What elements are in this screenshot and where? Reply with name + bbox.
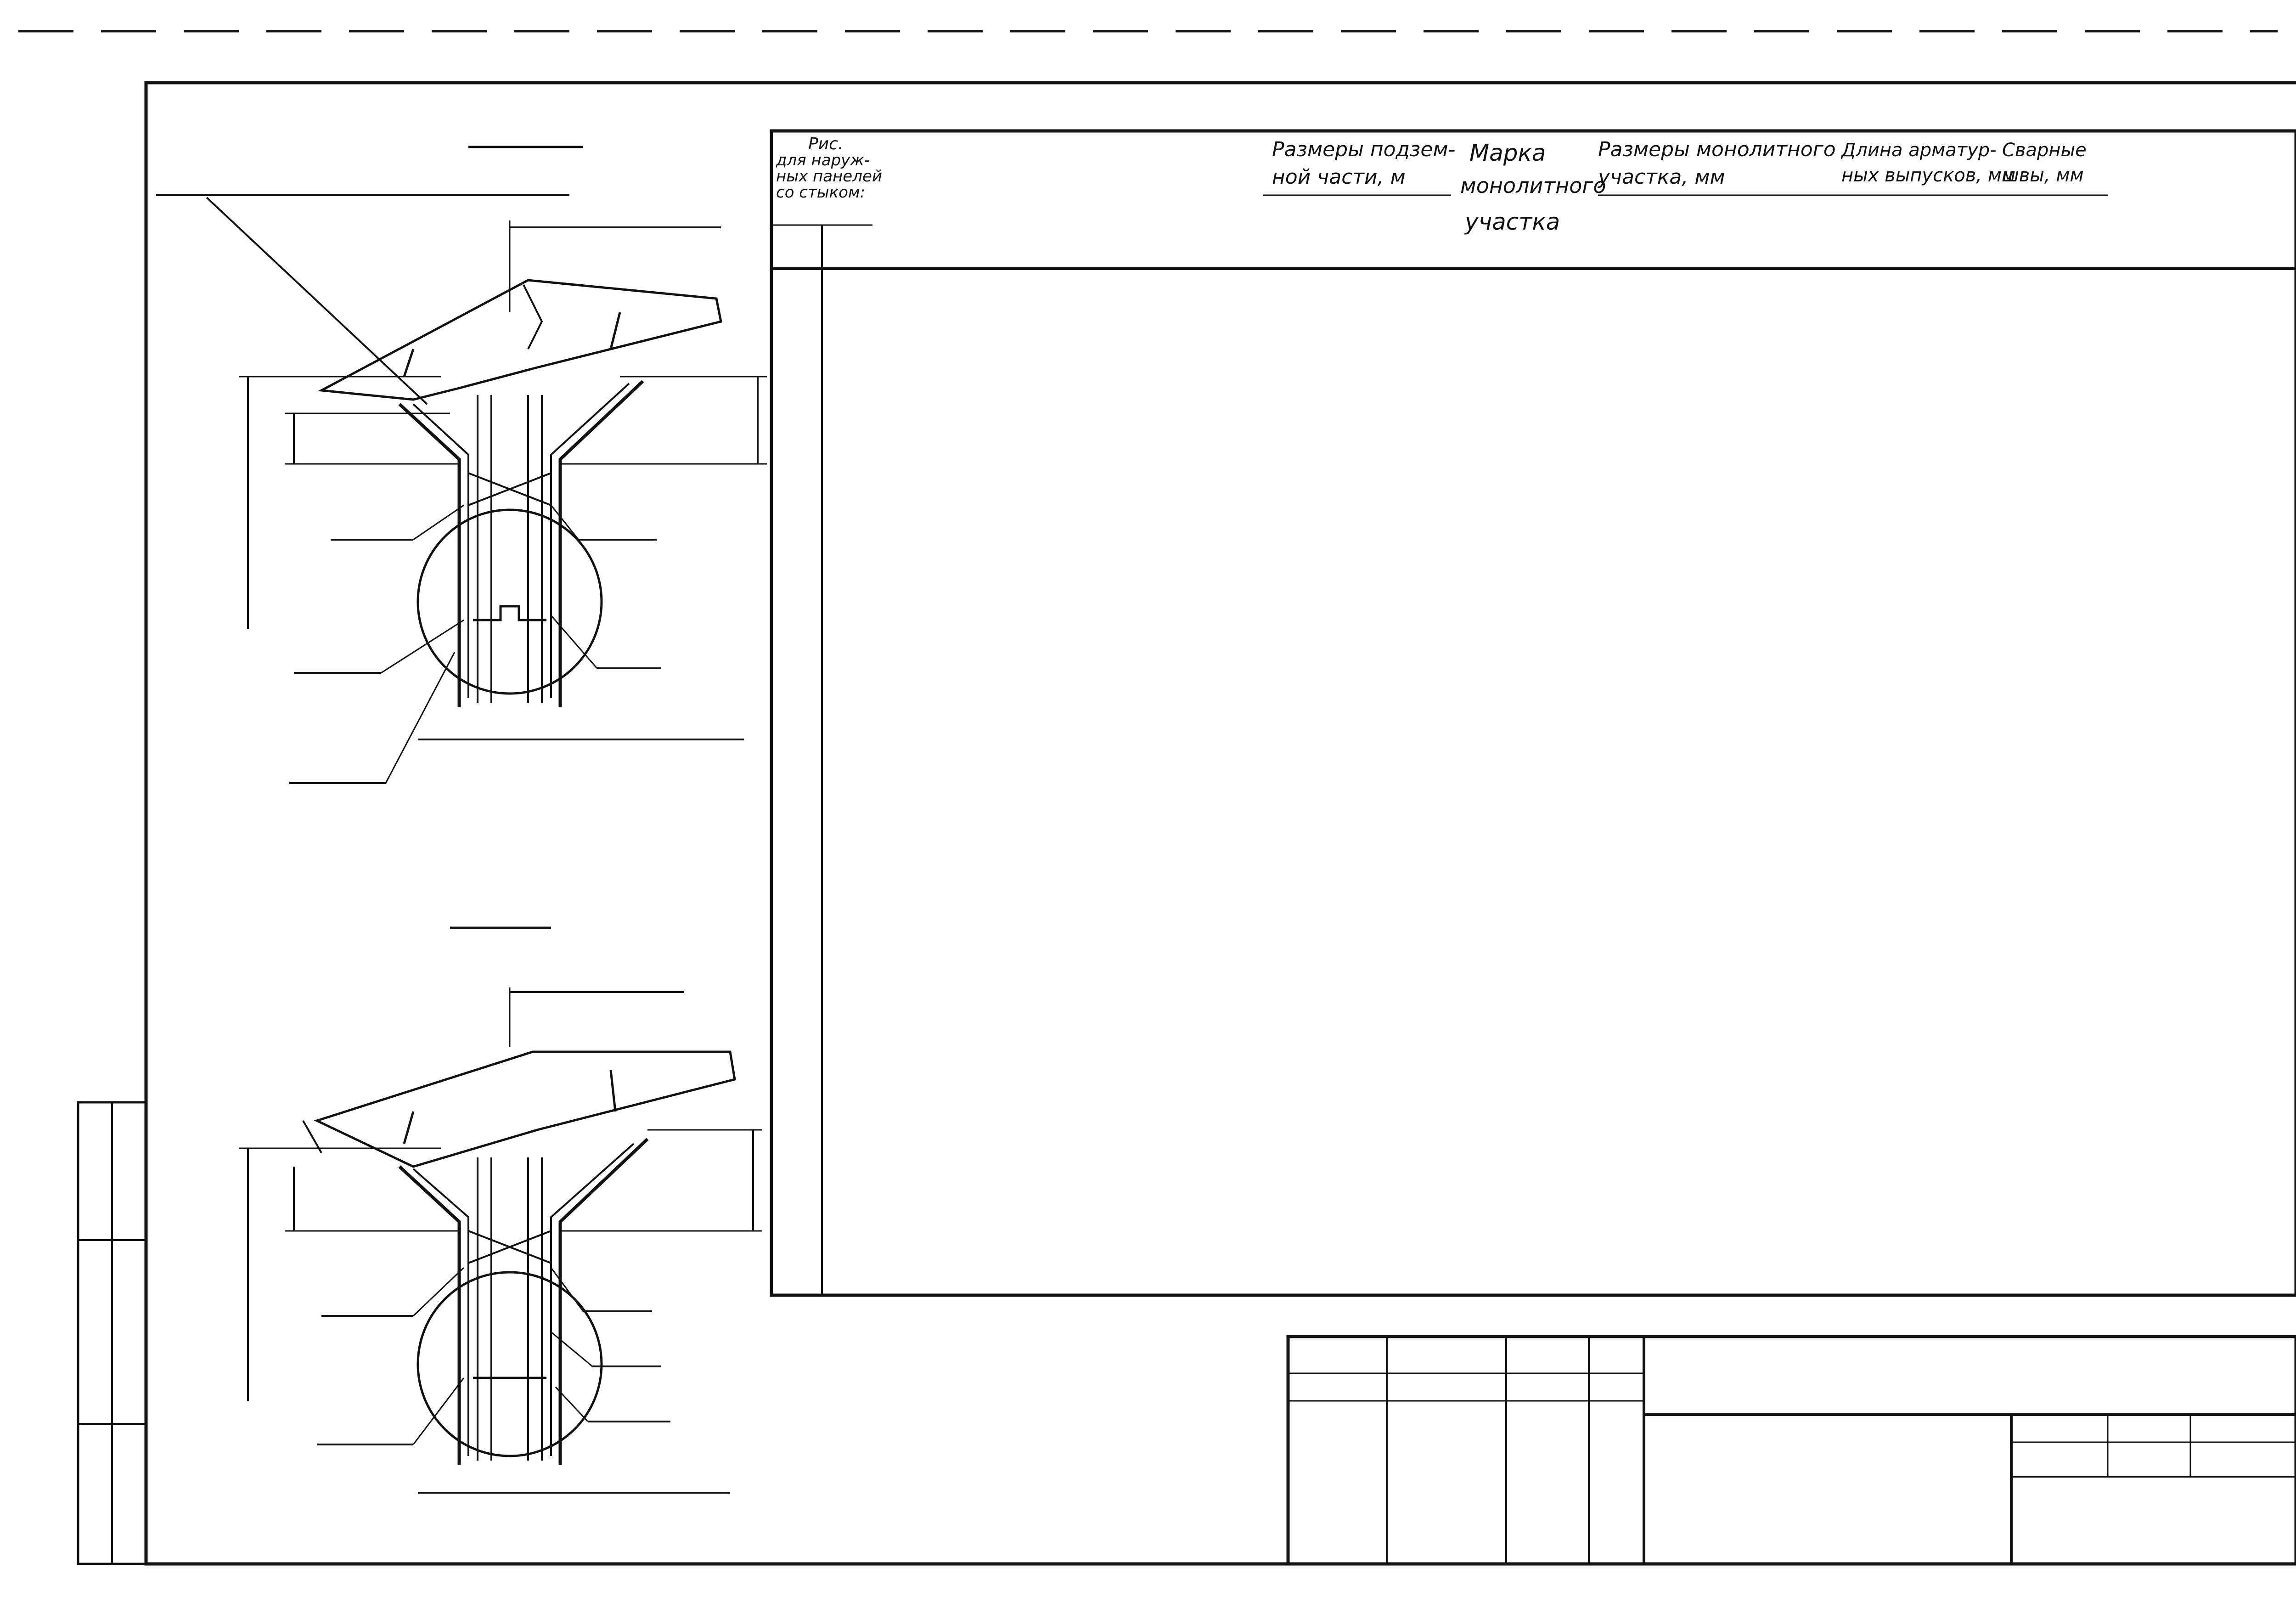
hdr-svar-1: Сварные (2002, 140, 2087, 161)
hdr-ris-4: со стыком: (776, 183, 866, 202)
hdr-razm-mon-1: Размеры монолитного (1598, 138, 1836, 161)
figure-2 (239, 928, 762, 1493)
hdr-marka-1: Марка (1469, 140, 1546, 166)
title-block (1288, 1337, 2296, 1564)
hdr-razm-mon-2: участка, мм (1598, 165, 1725, 189)
hdr-ris-1: Рис. (808, 135, 844, 153)
hdr-svar-2: швы, мм (2002, 165, 2084, 186)
hdr-razm-1: Размеры подзем- (1272, 138, 1456, 161)
hdr-dlina-1: Длина арматур- (1841, 140, 1997, 161)
hdr-ris-2: для наруж- (776, 151, 870, 169)
hdr-razm-2: ной части, м (1272, 165, 1406, 189)
spec-table (771, 131, 2296, 1295)
hdr-marka-2: монолитного (1460, 173, 1606, 198)
figure-1 (156, 147, 767, 783)
side-stamp (78, 1102, 146, 1564)
hdr-dlina-2: ных выпусков, мм (1841, 165, 2016, 186)
hdr-ris-3: ных панелей (776, 167, 882, 186)
hdr-marka-3: участка (1465, 209, 1560, 235)
